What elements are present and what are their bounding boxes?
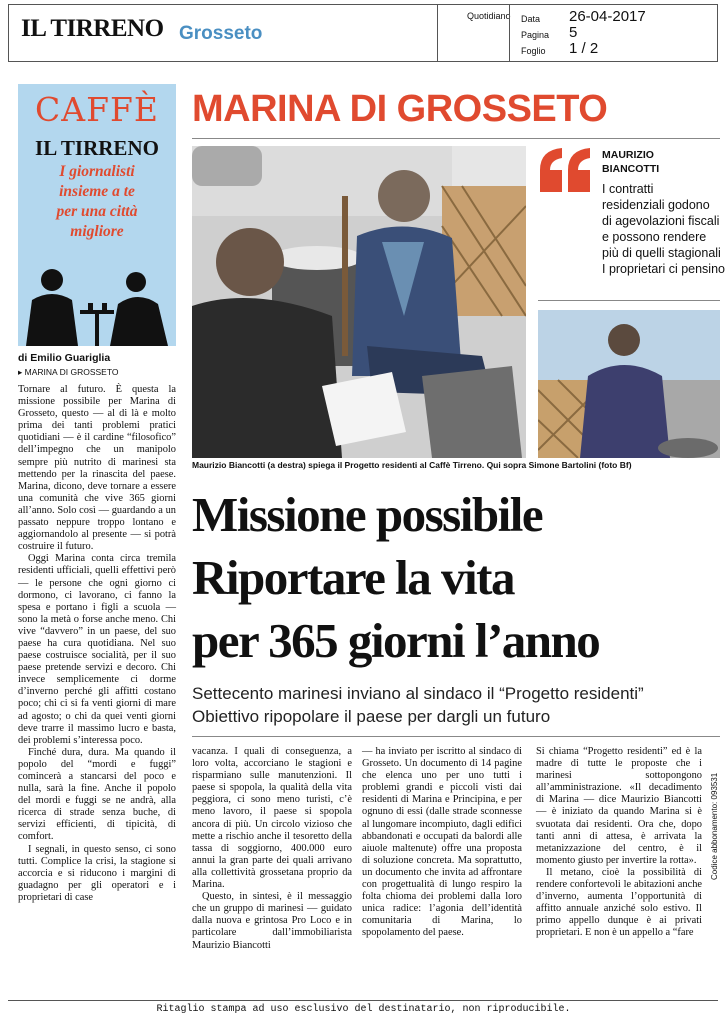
quote-line: più di quelli stagionali	[602, 246, 721, 260]
subscription-code: Codice abbonamento: 093531	[710, 772, 719, 880]
publication-type: Quotidiano	[467, 11, 511, 21]
cafe-tagline-line: per una città	[56, 203, 138, 220]
quote-line: residenziali godono	[602, 198, 710, 212]
headline-line: Riportare la vita	[192, 550, 514, 605]
cafe-silhouette-illustration	[18, 260, 176, 346]
cafe-tagline-line: insieme a te	[59, 183, 135, 200]
quote-author-line: MAURIZIO	[602, 149, 654, 161]
page-value: 5	[569, 24, 578, 41]
section-title: MARINA DI GROSSETO	[192, 88, 608, 130]
article-column-4	[536, 746, 702, 940]
cafe-tagline-line: I giornalisti	[59, 163, 135, 180]
quote-author-line: BIANCOTTI	[602, 163, 660, 175]
page-label: Pagina	[521, 30, 550, 40]
cafe-word: CAFFÈ	[35, 90, 159, 129]
paragraph: Si chiama “Progetto residenti” ed è la madre di tutte le proposte che i marinesi sottopongono all’amministrazione. «Il decadimento di Marina — dice Maurizio Biancotti — è iniziato da quando Marina si è svuotata dai residenti. Ora che, dopo tanti anni di attesa, è arrivata la metanizzazione del centro, è il momento giusto per invertire la rotta».	[536, 746, 702, 866]
headline-line: per 365 giorni l’anno	[192, 613, 600, 668]
article-column-2	[192, 746, 352, 952]
quote-line: I proprietari ci pensino	[602, 262, 725, 276]
dateline-text: MARINA DI GROSSETO	[24, 367, 119, 377]
article-column-3	[362, 746, 522, 940]
quote-line: di agevolazioni fiscali	[602, 214, 720, 228]
quote-rule	[538, 300, 720, 301]
quote-line: e possono rendere	[602, 230, 707, 244]
cafe-tagline-line: migliore	[70, 223, 124, 240]
edition-name: Grosseto	[179, 23, 263, 44]
subhead-line: Settecento marinesi inviano al sindaco il “Progetto residenti”	[192, 684, 644, 703]
dateline: ▸ MARINA DI GROSSETO	[18, 367, 119, 377]
photo-caption: Maurizio Biancotti (a destra) spiega il Progetto residenti al Caffè Tirreno. Qui sopra Simone Bartolini (foto Bf)	[192, 460, 632, 470]
main-photo	[192, 146, 526, 458]
subhead-rule	[192, 736, 720, 737]
subhead-line: Obiettivo ripopolare il paese per dargli un futuro	[192, 707, 551, 726]
paragraph: Oggi Marina conta circa tremila residenti ufficiali, quelli effettivi però — le persone che ogni giorno ci dormono, ci lavorano, ci fanno la spesa e portano i figli a scuola — sono la metà o forse anche meno. Chi vive “davvero” in un paese, del suo paese ha cura quotidiana. Nel suo paese costruisce socialità, per il suo paese pretende servizi e decoro. Chi invece semplicemente ci dorme d’inverno perché gli affitti costano poco; chi ci si fa venti giorni di mare ad agosto; o chi da quei venti giorni deve trarre il massimo lucro e basta, dei problemi s’interessa poco.	[18, 553, 176, 746]
footer-rule	[8, 1000, 718, 1001]
newspaper-logo: IL TIRRENO	[21, 15, 164, 42]
byline: di Emilio Guariglia	[18, 352, 111, 364]
header-divider	[509, 5, 510, 61]
article-column-1	[18, 384, 176, 904]
paragraph: Finché dura, dura. Ma quando il popolo del “mordi e fuggi” comincerà a stancarsi del poco e nulla, sarà la fine. Anche il popolo del mordi e fuggi se ne andrà, alla ricerca di strade senza buche, di servizi efficienti, di tipicità, di comfort.	[18, 746, 176, 843]
paragraph: Questo, in sintesi, è il messaggio che un gruppo di marinesi — guidato dalla nuova e grintosa Pro Loco e in particolare dall’immobiliarista Maurizio Biancotti	[192, 891, 352, 951]
quote-text	[602, 181, 725, 277]
quote-line: I contratti	[602, 182, 654, 196]
paragraph: I segnali, in questo senso, ci sono tutti. Complice la crisi, la stagione si accorcia e si riducono i margini di guadagno per gli operatori e i proprietari di case	[18, 843, 176, 903]
header-divider	[437, 5, 438, 61]
section-rule	[192, 138, 720, 139]
paragraph: Tornare al futuro. È questa la missione possibile per Marina di Grosseto, questo — al di là e molto prima dei tanti problemi pratici quotidiani — è il cardine “filosofico” dell’impegno che un manipolo sempre più nutrito di marinesi sta mettendo per la rinascita del paese. Marina, dicono, deve tornare a essere una comunità che vive 365 giorni all’anno. Solo così — guardando a un passato neppure troppo lontano e aggiornandolo al presente — si potrà costruire il futuro.	[18, 384, 176, 553]
sheet-value: 1 / 2	[569, 40, 599, 57]
page-header	[8, 4, 718, 62]
headline-line: Missione possibile	[192, 487, 543, 542]
footer-notice: Ritaglio stampa ad uso esclusivo del destinatario, non riproducibile.	[156, 1004, 571, 1015]
cafe-tirreno-box	[18, 84, 176, 346]
cafe-tagline	[18, 162, 176, 242]
sheet-label: Foglio	[521, 46, 546, 56]
paragraph: Il metano, cioè la possibilità di rendere confortevoli le abitazioni anche d’inverno, aumenta l’opportunità di affitto annuale anziché solo estivo. Il primo appello dunque è ai privati proprietari. E non è un appello a “fare	[536, 866, 702, 939]
quote-author	[602, 148, 659, 176]
cafe-title: IL TIRRENO	[35, 136, 159, 160]
quote-mark-icon	[538, 146, 594, 194]
paragraph: — ha inviato per iscritto al sindaco di Grosseto. Un documento di 14 pagine che elenca uno per uno tutti i problemi grandi e piccoli visti dai residenti di Marina e Principina, e per ognuno di essi (dalle strade sconnesse al lungomare incompiuto, dagli edifici abbandonati e occupati da balordi alle aiuole maltenute) offre una proposta di soluzione concreta. Ma soprattutto, un documento che invita ad affrontare con progettualità di lungo respiro la folta chioma dei problemi dalla loro unica radice: l’agonia dell’identità comunitaria di Marina, lo spopolamento del paese.	[362, 746, 522, 939]
date-value: 26-04-2017	[569, 8, 646, 25]
date-label: Data	[521, 14, 541, 24]
portrait-photo	[538, 310, 720, 458]
paragraph: vacanza. I quali di conseguenza, a loro volta, accorciano le stagioni e risparmiano sulle manutenzioni. Il paese si spopola, la qualità della vita peggiora, ci sono meno turisti, c’è meno lavoro, il paese si spopola ancora di più. Un circolo vizioso che mette a rischio anche il tesoretto della tassa di soggiorno, 400.000 euro annui la gran parte dei quali arrivano alla collettività grossetana proprio da Marina.	[192, 746, 352, 891]
